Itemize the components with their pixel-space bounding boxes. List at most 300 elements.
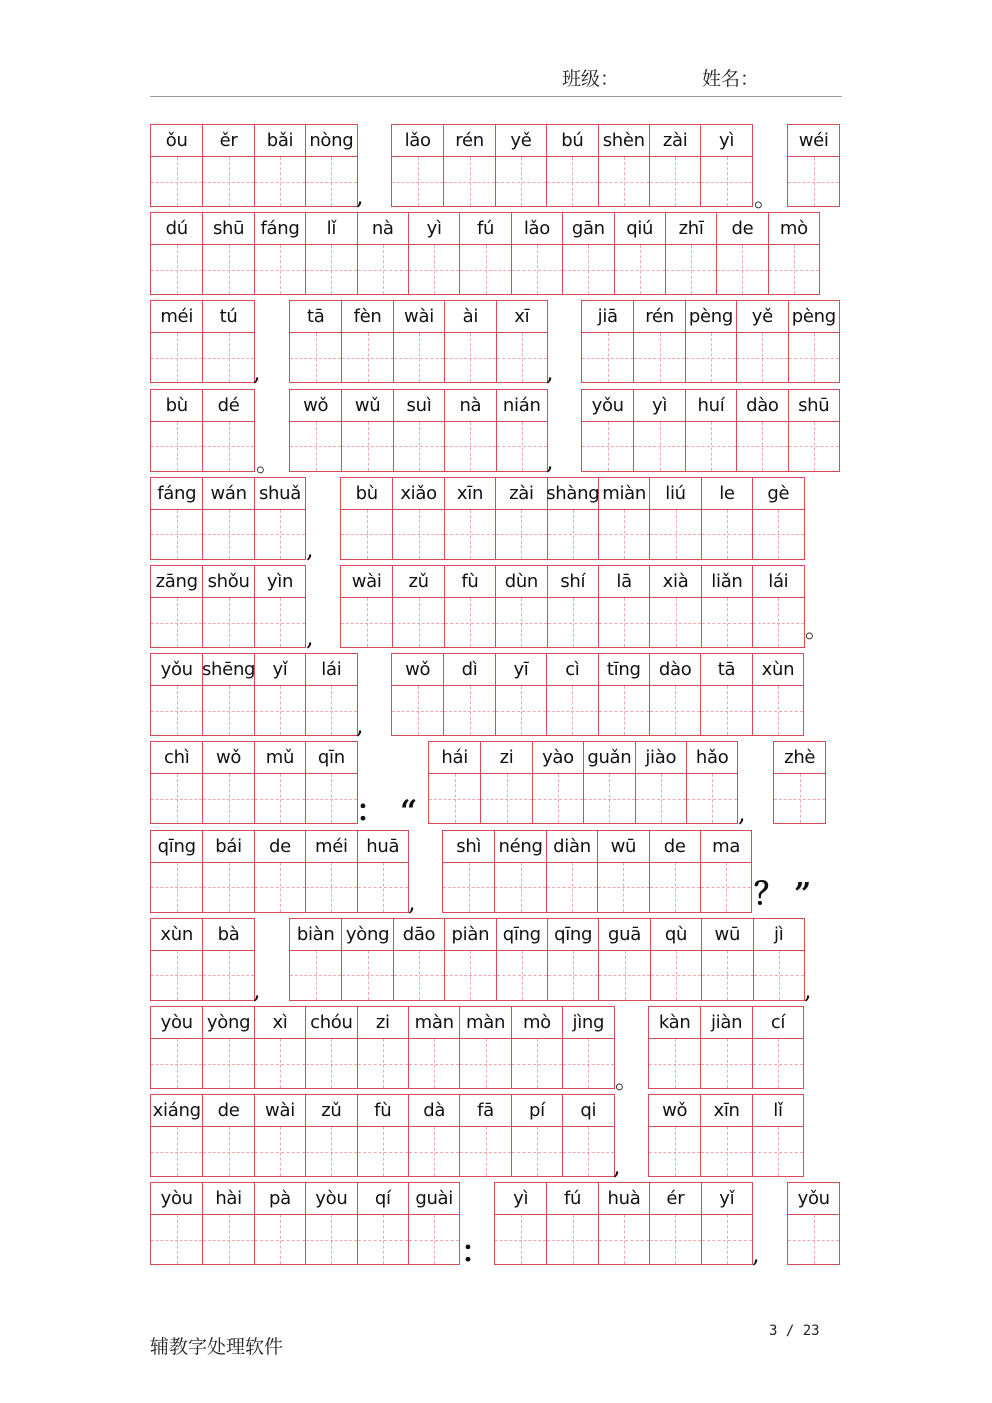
writing-square[interactable] [774,773,825,823]
writing-square[interactable] [255,1038,305,1088]
writing-square[interactable] [599,685,649,735]
character-cell[interactable] [151,1095,202,1176]
character-cell[interactable] [598,1183,649,1264]
character-cell[interactable] [480,742,531,823]
character-cell[interactable] [665,213,716,294]
character-cell[interactable] [774,742,825,823]
writing-square[interactable] [702,509,752,559]
character-cell[interactable] [598,919,649,1000]
character-cell[interactable] [151,301,202,382]
writing-square[interactable] [547,862,597,912]
writing-square[interactable] [341,509,392,559]
writing-square[interactable] [306,1214,356,1264]
writing-square[interactable] [151,862,202,912]
writing-square[interactable] [203,773,253,823]
character-cell[interactable] [151,919,202,1000]
writing-square[interactable] [666,244,716,294]
character-cell[interactable] [752,1007,803,1088]
writing-square[interactable] [753,685,803,735]
writing-square[interactable] [342,332,392,382]
character-cell[interactable] [495,1183,546,1264]
writing-square[interactable] [702,597,752,647]
writing-square[interactable] [445,597,495,647]
writing-square[interactable] [151,509,202,559]
writing-square[interactable] [151,332,202,382]
writing-square[interactable] [563,244,613,294]
character-cell[interactable] [305,1095,356,1176]
character-cell[interactable] [290,919,341,1000]
writing-square[interactable] [306,1126,356,1176]
character-cell[interactable] [254,742,305,823]
writing-square[interactable] [495,1214,546,1264]
writing-square[interactable] [255,156,305,206]
writing-square[interactable] [599,950,649,1000]
character-cell[interactable] [444,919,495,1000]
character-cell[interactable] [408,1095,459,1176]
writing-square[interactable] [445,332,495,382]
writing-square[interactable] [548,509,598,559]
character-cell[interactable] [650,919,701,1000]
character-cell[interactable] [408,213,459,294]
writing-square[interactable] [754,950,804,1000]
character-cell[interactable] [151,566,202,647]
character-cell[interactable] [254,125,305,206]
writing-square[interactable] [445,950,495,1000]
writing-square[interactable] [409,1126,459,1176]
writing-square[interactable] [151,1038,202,1088]
character-cell[interactable] [700,654,751,735]
character-cell[interactable] [444,390,495,471]
character-cell[interactable] [583,742,634,823]
character-cell[interactable] [305,742,356,823]
character-cell[interactable] [444,301,495,382]
writing-square[interactable] [306,773,356,823]
writing-square[interactable] [548,950,598,1000]
character-cell[interactable] [202,742,253,823]
character-cell[interactable] [305,831,356,912]
character-cell[interactable] [788,125,839,206]
writing-square[interactable] [753,1126,803,1176]
character-cell[interactable] [393,919,444,1000]
character-cell[interactable] [598,478,649,559]
character-cell[interactable] [393,301,444,382]
character-cell[interactable] [357,1183,408,1264]
writing-square[interactable] [151,950,202,1000]
character-cell[interactable] [752,566,803,647]
writing-square[interactable] [686,332,736,382]
writing-square[interactable] [789,332,839,382]
character-cell[interactable] [443,831,494,912]
writing-square[interactable] [203,862,253,912]
character-cell[interactable] [649,478,700,559]
character-cell[interactable] [547,919,598,1000]
character-cell[interactable] [495,654,546,735]
writing-square[interactable] [342,421,392,471]
writing-square[interactable] [650,509,700,559]
character-cell[interactable] [598,566,649,647]
writing-square[interactable] [788,156,839,206]
writing-square[interactable] [584,773,634,823]
writing-square[interactable] [753,1038,803,1088]
writing-square[interactable] [255,773,305,823]
writing-square[interactable] [306,244,356,294]
character-cell[interactable] [736,301,787,382]
character-cell[interactable] [494,831,545,912]
character-cell[interactable] [444,566,495,647]
writing-square[interactable] [151,773,202,823]
writing-square[interactable] [599,1214,649,1264]
writing-square[interactable] [512,1126,562,1176]
character-cell[interactable] [202,566,253,647]
character-cell[interactable] [443,125,494,206]
writing-square[interactable] [701,156,751,206]
character-cell[interactable] [701,1183,752,1264]
writing-square[interactable] [358,1214,408,1264]
character-cell[interactable] [254,478,305,559]
character-cell[interactable] [290,390,341,471]
character-cell[interactable] [649,1095,700,1176]
character-cell[interactable] [649,831,700,912]
character-cell[interactable] [202,301,253,382]
writing-square[interactable] [687,773,737,823]
character-cell[interactable] [392,566,443,647]
character-cell[interactable] [357,213,408,294]
writing-square[interactable] [737,332,787,382]
writing-square[interactable] [392,156,443,206]
writing-square[interactable] [255,509,305,559]
writing-square[interactable] [563,1126,613,1176]
writing-square[interactable] [394,950,444,1000]
character-cell[interactable] [700,125,751,206]
character-cell[interactable] [408,1183,459,1264]
writing-square[interactable] [255,597,305,647]
character-cell[interactable] [254,213,305,294]
character-cell[interactable] [305,654,356,735]
writing-square[interactable] [445,509,495,559]
character-cell[interactable] [341,566,392,647]
character-cell[interactable] [753,919,804,1000]
character-cell[interactable] [547,478,598,559]
writing-square[interactable] [547,685,597,735]
writing-square[interactable] [203,1038,253,1088]
character-cell[interactable] [752,478,803,559]
writing-square[interactable] [481,773,531,823]
writing-square[interactable] [409,244,459,294]
writing-square[interactable] [547,156,597,206]
writing-square[interactable] [394,421,444,471]
character-cell[interactable] [459,1007,510,1088]
writing-square[interactable] [701,862,751,912]
writing-square[interactable] [151,244,202,294]
writing-square[interactable] [496,597,546,647]
character-cell[interactable] [496,390,547,471]
character-cell[interactable] [151,1183,202,1264]
writing-square[interactable] [203,332,253,382]
character-cell[interactable] [546,1183,597,1264]
writing-square[interactable] [290,950,341,1000]
character-cell[interactable] [495,566,546,647]
writing-square[interactable] [341,597,392,647]
character-cell[interactable] [547,566,598,647]
character-cell[interactable] [788,1183,839,1264]
writing-square[interactable] [203,597,253,647]
character-cell[interactable] [151,831,202,912]
writing-square[interactable] [460,244,510,294]
character-cell[interactable] [254,654,305,735]
writing-square[interactable] [512,244,562,294]
writing-square[interactable] [255,244,305,294]
character-cell[interactable] [290,301,341,382]
writing-square[interactable] [444,156,494,206]
writing-square[interactable] [702,1214,752,1264]
character-cell[interactable] [716,213,767,294]
character-cell[interactable] [305,213,356,294]
character-cell[interactable] [151,213,202,294]
character-cell[interactable] [701,478,752,559]
writing-square[interactable] [151,1126,202,1176]
writing-square[interactable] [203,1214,253,1264]
writing-square[interactable] [203,421,253,471]
character-cell[interactable] [254,566,305,647]
character-cell[interactable] [305,1183,356,1264]
writing-square[interactable] [392,685,443,735]
character-cell[interactable] [459,213,510,294]
character-cell[interactable] [341,478,392,559]
writing-square[interactable] [789,421,839,471]
writing-square[interactable] [599,597,649,647]
character-cell[interactable] [254,1183,305,1264]
writing-square[interactable] [306,685,356,735]
character-cell[interactable] [202,831,253,912]
writing-square[interactable] [649,1038,700,1088]
writing-square[interactable] [496,685,546,735]
character-cell[interactable] [202,478,253,559]
character-cell[interactable] [700,1007,751,1088]
character-cell[interactable] [202,125,253,206]
character-cell[interactable] [392,654,443,735]
character-cell[interactable] [597,831,648,912]
character-cell[interactable] [392,125,443,206]
writing-square[interactable] [701,685,751,735]
writing-square[interactable] [409,1214,459,1264]
writing-square[interactable] [512,1038,562,1088]
character-cell[interactable] [341,301,392,382]
character-cell[interactable] [700,1095,751,1176]
character-cell[interactable] [511,1095,562,1176]
character-cell[interactable] [495,125,546,206]
writing-square[interactable] [753,597,803,647]
writing-square[interactable] [358,862,408,912]
writing-square[interactable] [342,950,392,1000]
character-cell[interactable] [700,831,751,912]
writing-square[interactable] [615,244,665,294]
character-cell[interactable] [202,919,253,1000]
writing-square[interactable] [582,332,633,382]
writing-square[interactable] [598,862,648,912]
character-cell[interactable] [686,742,737,823]
character-cell[interactable] [649,1007,700,1088]
writing-square[interactable] [290,332,341,382]
writing-square[interactable] [702,950,752,1000]
character-cell[interactable] [202,390,253,471]
character-cell[interactable] [341,390,392,471]
writing-square[interactable] [255,1126,305,1176]
writing-square[interactable] [737,421,787,471]
writing-square[interactable] [533,773,583,823]
writing-square[interactable] [306,862,356,912]
writing-square[interactable] [650,156,700,206]
writing-square[interactable] [443,862,494,912]
character-cell[interactable] [201,654,256,735]
writing-square[interactable] [650,597,700,647]
writing-square[interactable] [599,509,649,559]
writing-square[interactable] [429,773,480,823]
character-cell[interactable] [444,478,495,559]
writing-square[interactable] [495,862,545,912]
character-cell[interactable] [598,654,649,735]
writing-square[interactable] [497,421,547,471]
character-cell[interactable] [562,1095,613,1176]
writing-square[interactable] [358,1038,408,1088]
writing-square[interactable] [650,685,700,735]
writing-square[interactable] [151,597,202,647]
writing-square[interactable] [769,244,819,294]
writing-square[interactable] [563,1038,613,1088]
character-cell[interactable] [582,390,633,471]
character-cell[interactable] [685,301,736,382]
writing-square[interactable] [460,1126,510,1176]
character-cell[interactable] [392,478,443,559]
writing-square[interactable] [255,862,305,912]
character-cell[interactable] [511,1007,562,1088]
character-cell[interactable] [562,213,613,294]
writing-square[interactable] [203,156,253,206]
writing-square[interactable] [636,773,686,823]
writing-square[interactable] [582,421,633,471]
character-cell[interactable] [202,1183,253,1264]
character-cell[interactable] [151,478,202,559]
writing-square[interactable] [496,509,546,559]
character-cell[interactable] [151,390,202,471]
character-cell[interactable] [752,1095,803,1176]
character-cell[interactable] [254,1007,305,1088]
character-cell[interactable] [633,390,684,471]
character-cell[interactable] [562,1007,613,1088]
writing-square[interactable] [460,1038,510,1088]
writing-square[interactable] [255,1214,305,1264]
character-cell[interactable] [532,742,583,823]
writing-square[interactable] [203,244,253,294]
character-cell[interactable] [254,1095,305,1176]
writing-square[interactable] [445,421,495,471]
character-cell[interactable] [202,1007,253,1088]
writing-square[interactable] [650,862,700,912]
writing-square[interactable] [599,156,649,206]
writing-square[interactable] [394,332,444,382]
character-cell[interactable] [546,125,597,206]
character-cell[interactable] [459,1095,510,1176]
writing-square[interactable] [701,1038,751,1088]
character-cell[interactable] [546,654,597,735]
writing-square[interactable] [306,156,356,206]
writing-square[interactable] [634,332,684,382]
writing-square[interactable] [290,421,341,471]
character-cell[interactable] [151,654,202,735]
character-cell[interactable] [701,566,752,647]
character-cell[interactable] [736,390,787,471]
character-cell[interactable] [151,1007,202,1088]
writing-square[interactable] [701,1126,751,1176]
character-cell[interactable] [151,742,202,823]
writing-square[interactable] [306,1038,356,1088]
character-cell[interactable] [582,301,633,382]
character-cell[interactable] [496,301,547,382]
writing-square[interactable] [548,597,598,647]
writing-square[interactable] [788,1214,839,1264]
writing-square[interactable] [650,1214,700,1264]
character-cell[interactable] [408,1007,459,1088]
writing-square[interactable] [547,1214,597,1264]
character-cell[interactable] [151,125,202,206]
writing-square[interactable] [151,685,202,735]
writing-square[interactable] [151,156,202,206]
writing-square[interactable] [203,685,253,735]
writing-square[interactable] [393,509,443,559]
character-cell[interactable] [254,831,305,912]
character-cell[interactable] [305,125,356,206]
character-cell[interactable] [496,919,547,1000]
writing-square[interactable] [151,1214,202,1264]
writing-square[interactable] [203,950,253,1000]
character-cell[interactable] [357,831,408,912]
character-cell[interactable] [511,213,562,294]
character-cell[interactable] [429,742,480,823]
character-cell[interactable] [768,213,819,294]
character-cell[interactable] [649,566,700,647]
character-cell[interactable] [341,919,392,1000]
writing-square[interactable] [717,244,767,294]
character-cell[interactable] [752,654,803,735]
character-cell[interactable] [546,831,597,912]
writing-square[interactable] [753,509,803,559]
character-cell[interactable] [598,125,649,206]
writing-square[interactable] [686,421,736,471]
writing-square[interactable] [255,685,305,735]
character-cell[interactable] [202,213,253,294]
writing-square[interactable] [651,950,701,1000]
character-cell[interactable] [495,478,546,559]
writing-square[interactable] [203,1126,253,1176]
character-cell[interactable] [649,125,700,206]
writing-square[interactable] [151,421,202,471]
character-cell[interactable] [443,654,494,735]
writing-square[interactable] [358,244,408,294]
writing-square[interactable] [393,597,443,647]
character-cell[interactable] [701,919,752,1000]
character-cell[interactable] [685,390,736,471]
character-cell[interactable] [649,1183,700,1264]
writing-square[interactable] [496,156,546,206]
character-cell[interactable] [788,390,839,471]
character-cell[interactable] [614,213,665,294]
writing-square[interactable] [444,685,494,735]
character-cell[interactable] [788,301,839,382]
character-cell[interactable] [357,1007,408,1088]
writing-square[interactable] [497,332,547,382]
writing-square[interactable] [649,1126,700,1176]
writing-square[interactable] [203,509,253,559]
writing-square[interactable] [409,1038,459,1088]
